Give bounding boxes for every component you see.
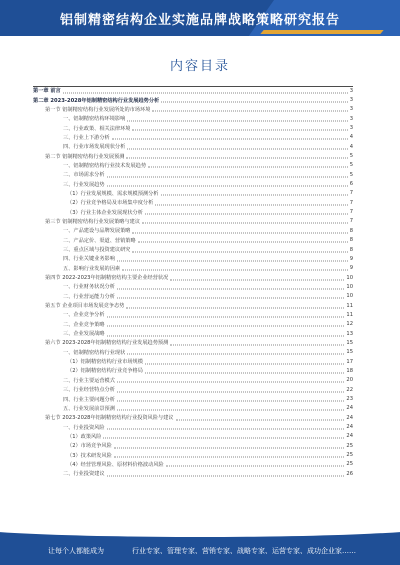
toc-page-number: 7 — [349, 199, 353, 206]
toc-leader-dots — [107, 474, 345, 476]
toc-entry-text: 二、市场需求分析 — [63, 172, 105, 179]
toc-leader-dots — [127, 119, 347, 121]
toc-leader-dots — [107, 175, 348, 177]
toc-page-number: 24 — [346, 433, 353, 440]
toc-leader-dots — [127, 353, 344, 355]
toc-entry[interactable] — [33, 310, 353, 319]
toc-entry[interactable] — [33, 151, 353, 160]
toc-leader-dots — [112, 138, 348, 140]
toc-leader-dots — [148, 166, 348, 168]
toc-page-number: 10 — [346, 293, 353, 300]
toc-entry[interactable] — [33, 95, 353, 104]
toc-leader-dots — [126, 157, 347, 159]
toc-page-number: 11 — [346, 302, 353, 309]
toc-entry-text: 第六节 2023-2028年铝制精密结构行业发展趋势预测 — [45, 340, 169, 347]
toc-leader-dots — [127, 147, 347, 149]
toc-entry[interactable] — [33, 348, 353, 357]
toc-leader-dots — [117, 259, 348, 261]
toc-leader-dots — [138, 241, 348, 243]
toc-leader-dots — [117, 297, 345, 299]
toc-page-number: 7 — [349, 190, 353, 197]
toc-entry-text: 一、铝制精密结构环境影响 — [63, 116, 126, 123]
toc-entry[interactable] — [33, 357, 353, 366]
toc-entry-text: 第二章 2023-2028年铝制精密结构行业发展趋势分析 — [33, 97, 160, 104]
toc-leader-dots — [117, 400, 345, 402]
toc-leader-dots — [103, 437, 344, 439]
toc-entry-text: 三、行业发展趋势 — [63, 181, 105, 188]
toc-leader-dots — [132, 129, 347, 131]
toc-entry-text: （1）铝制精密结构行业市场规模 — [67, 359, 143, 366]
toc-entry[interactable] — [33, 366, 353, 375]
toc-entry[interactable] — [33, 320, 353, 329]
toc-entry-text: 第三节 铝制精密结构行业发展策略与建议 — [45, 218, 141, 225]
toc-page-number: 3 — [349, 106, 353, 113]
toc-page-number: 4 — [349, 134, 353, 141]
toc-entry-text: 五、影响行业发展的因素 — [63, 265, 121, 272]
toc-entry-text: 二、行业主要运营模式 — [63, 377, 115, 384]
toc-page-number: 24 — [346, 424, 353, 431]
toc-entry[interactable] — [33, 292, 353, 301]
toc-entry[interactable] — [33, 236, 353, 245]
toc-entry[interactable] — [33, 273, 353, 282]
toc-leader-dots — [132, 231, 347, 233]
toc-entry-text: 三、行业经营特点分析 — [63, 387, 115, 394]
toc-entry[interactable] — [33, 264, 353, 273]
toc-entry[interactable] — [33, 460, 353, 469]
toc-entry-text: 四、行业市场发展现状分析 — [63, 144, 126, 151]
toc-entry-text: （2）行业竞争格局及市场集中度分析 — [67, 200, 154, 207]
toc-entry[interactable] — [33, 123, 353, 132]
toc-entry-text: （3）技术研发风险 — [67, 452, 112, 459]
toc-entry[interactable] — [33, 198, 353, 207]
toc-page-number: 9 — [349, 255, 353, 262]
toc-entry[interactable] — [33, 385, 353, 394]
toc-page-number: 3 — [349, 97, 353, 104]
toc-entry-text: 三、企业发展战略 — [63, 331, 105, 338]
toc-entry-text: 五、行业发展前景预测 — [63, 405, 115, 412]
toc-entry[interactable] — [33, 217, 353, 226]
toc-entry[interactable] — [33, 394, 353, 403]
footer-slogan-right: 行业专家、管理专家、营销专家、战略专家、运营专家、成功企业家…… — [132, 547, 356, 555]
toc-leader-dots — [107, 185, 348, 187]
toc-entry-text: 三、行业上下游分析 — [63, 134, 110, 141]
toc-page-number: 9 — [349, 265, 353, 272]
toc-page-number: 7 — [349, 209, 353, 216]
toc-page-number: 10 — [346, 274, 353, 281]
toc-page-number: 13 — [346, 330, 353, 337]
toc-entry[interactable] — [33, 376, 353, 385]
toc-leader-dots — [145, 362, 344, 364]
toc-entry-text: 一、铝制精密结构行业现状 — [63, 349, 126, 356]
toc-page-number: 6 — [349, 181, 353, 188]
toc-entry-text: 第四节 2022-2023年铝制精密结构主要企业经营状况 — [45, 275, 169, 282]
toc-page-number: 5 — [349, 171, 353, 178]
toc-entry-text: （4）经营管理风险、原材料价格波动风险 — [67, 461, 164, 468]
toc-entry[interactable] — [33, 469, 353, 478]
toc-entry-text: （1）政策风险 — [67, 433, 102, 440]
report-footer — [0, 529, 400, 565]
toc-page-number: 25 — [346, 452, 353, 459]
toc-entry[interactable] — [33, 207, 353, 216]
toc-entry-text: 第二节 铝制精密结构行业发展预测 — [45, 153, 125, 160]
toc-leader-dots — [63, 91, 348, 93]
toc-leader-dots — [132, 250, 347, 252]
toc-leader-dots — [145, 213, 348, 215]
toc-entry-text: （2）铝制精密结构行业竞争格局 — [67, 368, 143, 375]
toc-entry[interactable] — [33, 404, 353, 413]
toc-entry-text: 第五节 企业项目市场发展竞争态势 — [45, 303, 125, 310]
toc-page-number: 15 — [346, 349, 353, 356]
toc-leader-dots — [126, 306, 344, 308]
toc-leader-dots — [107, 325, 345, 327]
toc-entry[interactable] — [33, 413, 353, 422]
toc-entry-text: 一、企业竞争分析 — [63, 312, 105, 319]
toc-entry-text: 第七节 2023-2028年铝制精密结构行业投资风险与建议 — [45, 415, 174, 422]
toc-entry[interactable] — [33, 133, 353, 142]
toc-page-number: 8 — [349, 237, 353, 244]
toc-leader-dots — [117, 390, 345, 392]
toc-page-number: 18 — [346, 367, 353, 374]
footer-wave-decoration — [0, 529, 400, 537]
toc-entry[interactable] — [33, 254, 353, 263]
toc-page-number: 3 — [349, 125, 353, 132]
toc-entry-text: 二、产品定价、渠道、营销策略 — [63, 237, 136, 244]
toc-page-number: 25 — [346, 442, 353, 449]
toc-leader-dots — [170, 278, 344, 280]
toc-leader-dots — [107, 315, 345, 317]
toc-entry-text: 四、行业关键业务影响 — [63, 256, 115, 263]
toc-leader-dots — [166, 465, 345, 467]
toc-entry-text: 二、行业投资建议 — [63, 471, 105, 478]
toc-page-number: 26 — [346, 470, 353, 477]
toc-entry-text: 三、重点区域与投资建议研究 — [63, 247, 131, 254]
toc-page-number: 5 — [349, 153, 353, 160]
toc-page-number: 17 — [346, 358, 353, 365]
toc-page-number: 7 — [349, 218, 353, 225]
toc-entry[interactable] — [33, 86, 353, 95]
toc-entry[interactable] — [33, 142, 353, 151]
toc-leader-dots — [117, 287, 345, 289]
toc-entry[interactable] — [33, 301, 353, 310]
toc-page-number: 5 — [349, 162, 353, 169]
toc-leader-dots — [145, 371, 344, 373]
toc-entry[interactable] — [33, 105, 353, 114]
header-accent-stripe — [260, 30, 383, 34]
toc-leader-dots — [155, 203, 347, 205]
report-header — [0, 0, 400, 36]
toc-page-number: 8 — [349, 246, 353, 253]
toc-page-number: 23 — [346, 396, 353, 403]
toc-entry[interactable] — [33, 179, 353, 188]
toc-page-number: 15 — [346, 339, 353, 346]
toc-entry[interactable] — [33, 170, 353, 179]
toc-entry[interactable] — [33, 282, 353, 291]
toc-leader-dots — [122, 269, 348, 271]
toc-entry[interactable] — [33, 189, 353, 198]
toc-entry-text: （2）市场竞争风险 — [67, 443, 112, 450]
toc-leader-dots — [161, 101, 347, 103]
toc-page-number: 8 — [349, 227, 353, 234]
toc-leader-dots — [107, 428, 345, 430]
toc-leader-dots — [107, 334, 345, 336]
toc-page-number: 12 — [346, 321, 353, 328]
toc-leader-dots — [117, 381, 345, 383]
toc-page-number: 25 — [346, 461, 353, 468]
toc-entry-text: 四、行业主要问题分析 — [63, 396, 115, 403]
table-of-contents — [33, 86, 353, 478]
toc-heading: 内容目录 — [169, 59, 230, 74]
toc-leader-dots — [142, 222, 348, 224]
toc-entry[interactable] — [33, 161, 353, 170]
toc-entry-text: 一、产品建设与品牌发展策略 — [63, 228, 131, 235]
toc-entry[interactable] — [33, 432, 353, 441]
toc-entry[interactable] — [33, 450, 353, 459]
report-title: 铝制精密结构企业实施品牌战略策略研究报告 — [59, 13, 340, 28]
footer-slogan-left: 让每个人都能成为 — [48, 547, 104, 555]
toc-entry-text: （3）行业主体企业发展现状分析 — [67, 209, 143, 216]
toc-page-number: 24 — [346, 414, 353, 421]
toc-page-number: 11 — [346, 311, 353, 318]
toc-entry-text: （1）行业发展规模、需求规模预测分析 — [67, 190, 159, 197]
toc-entry[interactable] — [33, 114, 353, 123]
toc-entry-text: 一、行业财务状况分析 — [63, 284, 115, 291]
toc-entry-text: 第一节 铝制精密结构行业发展所处的市场环境 — [45, 106, 151, 113]
toc-leader-dots — [170, 343, 344, 345]
toc-page-number: 24 — [346, 405, 353, 412]
toc-leader-dots — [152, 110, 347, 112]
toc-entry-text: 二、行业政策、相关法律环境 — [63, 125, 131, 132]
toc-leader-dots — [114, 456, 345, 458]
toc-leader-dots — [176, 418, 345, 420]
toc-entry[interactable] — [33, 338, 353, 347]
toc-page-number: 3 — [349, 115, 353, 122]
toc-entry[interactable] — [33, 329, 353, 338]
toc-leader-dots — [117, 409, 345, 411]
toc-entry[interactable] — [33, 441, 353, 450]
toc-entry[interactable] — [33, 226, 353, 235]
toc-entry-text: 一、铝制精密结构行业技术发展趋势 — [63, 162, 147, 169]
toc-leader-dots — [114, 446, 345, 448]
toc-page-number: 20 — [346, 377, 353, 384]
toc-page-number: 4 — [349, 143, 353, 150]
toc-entry-text: 一、行业投资风险 — [63, 424, 105, 431]
toc-entry[interactable] — [33, 245, 353, 254]
toc-page-number: 10 — [346, 283, 353, 290]
toc-entry-text: 二、行业营运能力分析 — [63, 293, 115, 300]
toc-leader-dots — [161, 194, 348, 196]
toc-entry[interactable] — [33, 422, 353, 431]
toc-page-number: 3 — [349, 87, 353, 94]
toc-entry-text: 第一章 前言 — [33, 88, 61, 95]
toc-entry-text: 二、企业竞争策略 — [63, 321, 105, 328]
toc-page-number: 22 — [346, 386, 353, 393]
